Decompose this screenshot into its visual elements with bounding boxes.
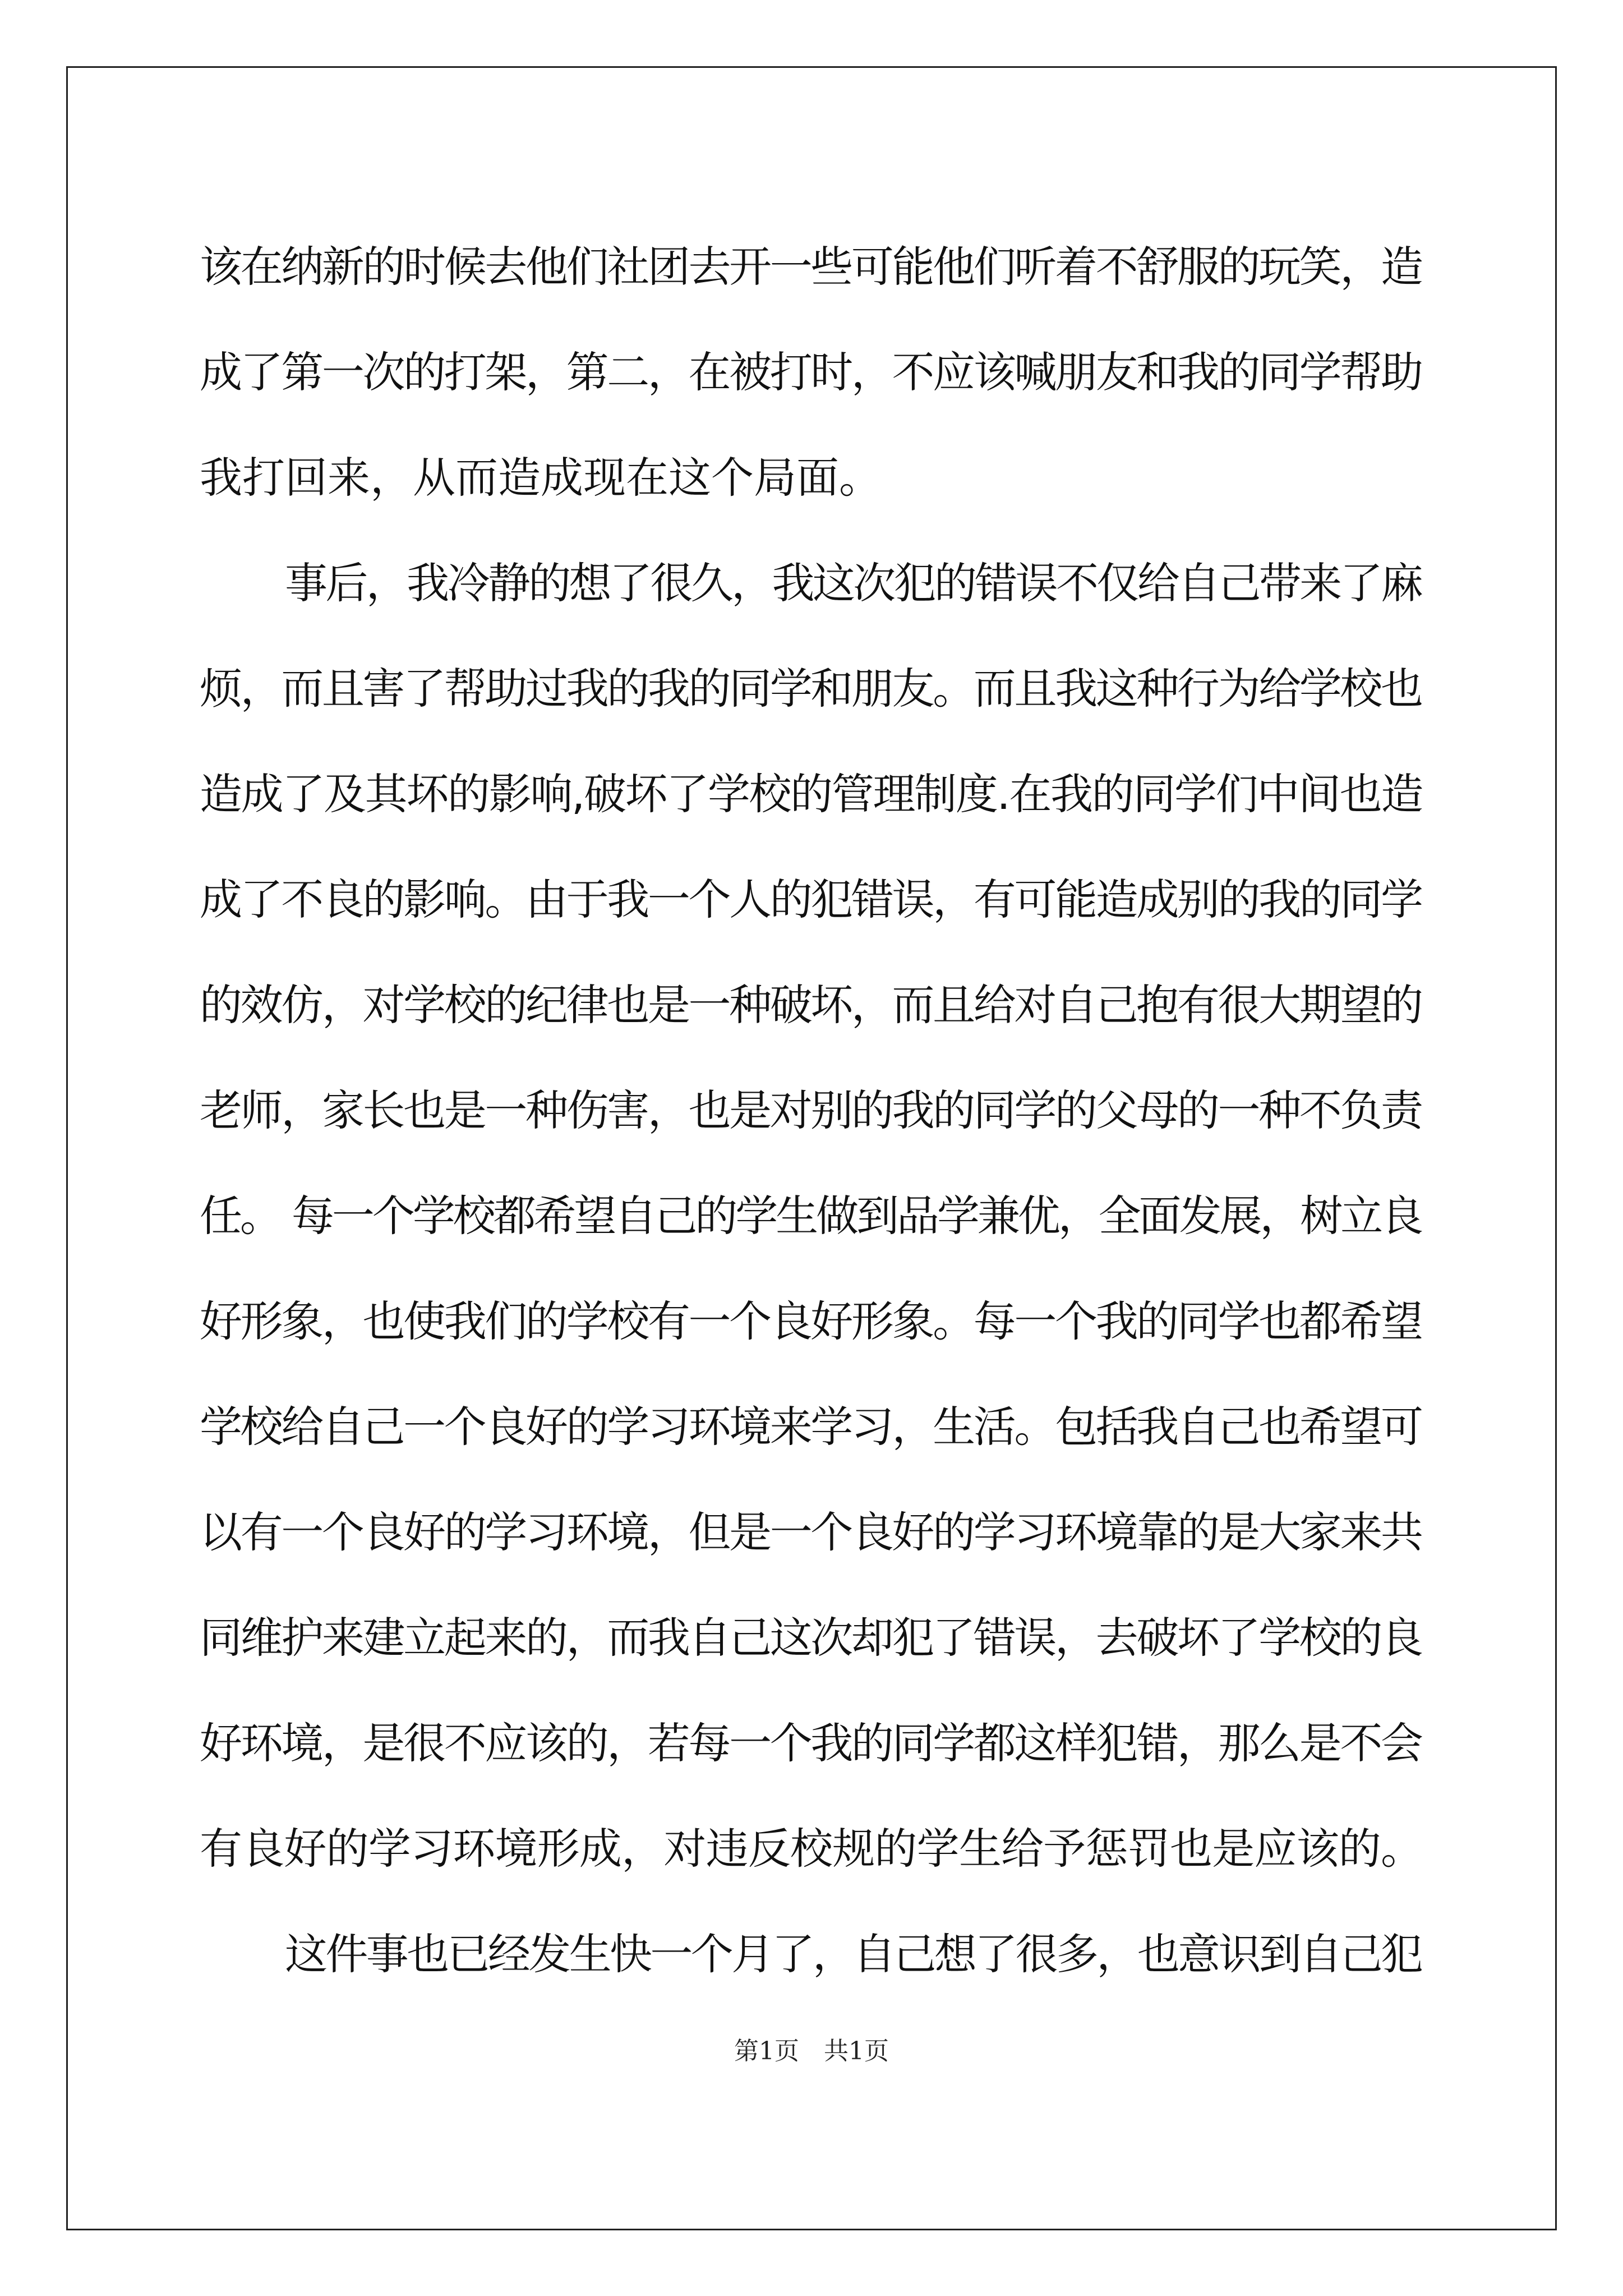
page-footer: 第1页 共1页	[734, 2037, 889, 2065]
text-line: 老师，家长也是一种伤害，也是对别的我的同学的父母的一种不负责	[200, 1085, 1422, 1135]
text-line: 我打回来，从而造成现在这个局面。	[200, 453, 882, 503]
text-line: 好环境，是很不应该的，若每一个我的同学都这样犯错，那么是不会	[200, 1718, 1422, 1768]
text-line: 成了第一次的打架，第二，在被打时，不应该喊朋友和我的同学帮助	[200, 347, 1422, 397]
text-line: 以有一个良好的学习环境，但是一个良好的学习环境靠的是大家来共	[200, 1507, 1422, 1557]
text-line: 的效仿，对学校的纪律也是一种破坏，而且给对自己抱有很大期望的	[200, 980, 1422, 1030]
document-body	[200, 214, 1423, 2007]
text-line: 该在纳新的时候去他们社团去开一些可能他们听着不舒服的玩笑，造	[200, 242, 1422, 292]
text-line: 成了不良的影响。由于我一个人的犯错误，有可能造成别的我的同学	[200, 875, 1422, 924]
text-line: 有良好的学习环境形成，对违反校规的学生给予惩罚也是应该的。	[200, 1824, 1423, 1874]
text-line: 好形象，也使我们的学校有一个良好形象。每一个我的同学也都希望	[200, 1296, 1422, 1346]
text-line: 事后，我冷静的想了很久，我这次犯的错误不仅给自己带来了麻	[285, 558, 1422, 608]
text-line: 这件事也已经发生快一个月了，自己想了很多，也意识到自己犯	[285, 1929, 1422, 1979]
text-line: 学校给自己一个良好的学习环境来学习，生活。包括我自己也希望可	[200, 1402, 1422, 1452]
text-line: 任。 每一个学校都希望自己的学生做到品学兼优，全面发展，树立良	[200, 1191, 1422, 1241]
text-line: 同维护来建立起来的，而我自己这次却犯了错误，去破坏了学校的良	[200, 1613, 1422, 1663]
text-line: 造成了及其坏的影响,破坏了学校的管理制度.在我的同学们中间也造	[200, 769, 1422, 819]
text-line: 烦，而且害了帮助过我的我的同学和朋友。而且我这种行为给学校也	[200, 664, 1422, 714]
